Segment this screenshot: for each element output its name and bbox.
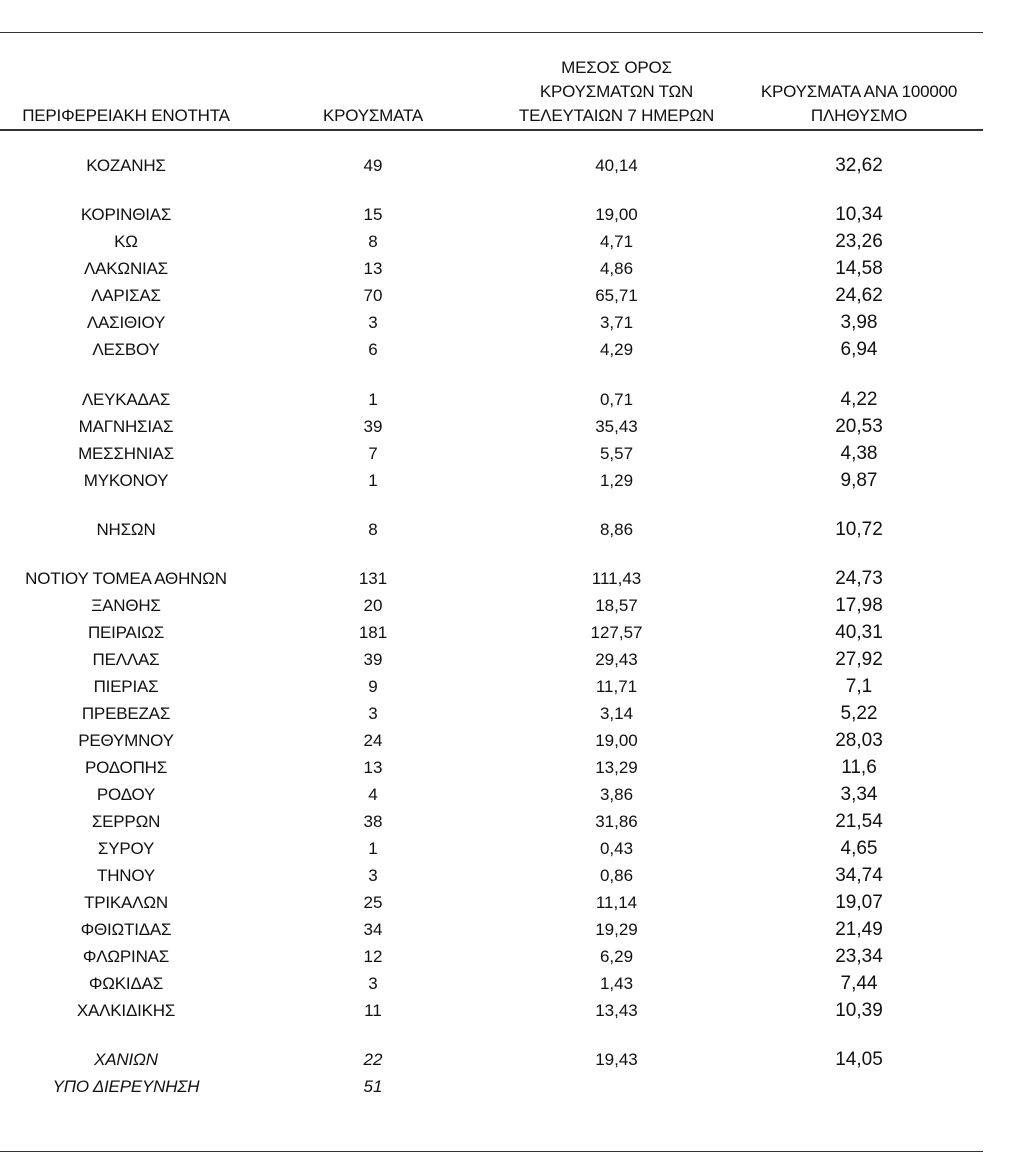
region-cell: ΡΕΘΥΜΝΟΥ <box>78 731 174 750</box>
region-cell: ΧΑΝΙΩΝ <box>94 1050 158 1069</box>
per100k-cell: 4,22 <box>840 389 878 410</box>
table-row <box>0 1048 983 1072</box>
table-row <box>0 837 983 861</box>
avg7-cell: 111,43 <box>591 569 642 588</box>
region-cell: ΣΕΡΡΩΝ <box>91 812 161 831</box>
avg7-cell: 11,71 <box>595 677 638 696</box>
cases-cell: 24 <box>363 731 383 750</box>
table-row <box>0 864 983 888</box>
per100k-cell: 10,34 <box>835 204 883 225</box>
table-row <box>0 999 983 1023</box>
region-cell: ΥΠΟ ΔΙΕΡΕΥΝΗΣΗ <box>52 1077 200 1096</box>
region-cell: ΠΡΕΒΕΖΑΣ <box>81 704 171 723</box>
table-row <box>0 469 983 493</box>
cases-cell: 3 <box>368 866 378 885</box>
per100k-cell: 21,49 <box>835 919 883 940</box>
avg7-cell: 40,14 <box>595 156 638 175</box>
table-row <box>0 756 983 780</box>
cases-cell: 3 <box>368 704 378 723</box>
region-cell: ΠΙΕΡΙΑΣ <box>93 677 159 696</box>
per100k-cell: 14,05 <box>835 1049 883 1070</box>
avg7-cell: 65,71 <box>595 286 638 305</box>
table-row <box>0 1075 983 1099</box>
avg7-cell: 1,43 <box>599 974 634 993</box>
header-cases: ΚΡΟΥΣΜΑΤΑ <box>322 106 424 125</box>
avg7-cell: 18,57 <box>595 596 638 615</box>
header-region: ΠΕΡΙΦΕΡΕΙΑΚΗ ΕΝΟΤΗΤΑ <box>22 106 230 125</box>
per100k-cell: 3,34 <box>840 784 878 805</box>
region-cell: ΛΑΡΙΣΑΣ <box>91 286 161 305</box>
region-cell: ΦΩΚΙΔΑΣ <box>88 974 164 993</box>
region-cell: ΜΑΓΝΗΣΙΑΣ <box>78 417 174 436</box>
per100k-cell: 4,65 <box>840 838 878 859</box>
avg7-cell: 11,14 <box>595 893 638 912</box>
cases-cell: 22 <box>363 1050 383 1069</box>
region-cell: ΧΑΛΚΙΔΙΚΗΣ <box>76 1001 176 1020</box>
cases-cell: 11 <box>364 1001 382 1020</box>
table-row <box>0 810 983 834</box>
cases-cell: 3 <box>368 974 378 993</box>
cases-cell: 1 <box>368 471 378 490</box>
table-row <box>0 203 983 227</box>
per100k-cell: 34,74 <box>835 865 883 886</box>
per100k-cell: 40,31 <box>835 622 883 643</box>
cases-cell: 8 <box>368 232 378 251</box>
per100k-cell: 3,98 <box>840 312 878 333</box>
table-row <box>0 972 983 996</box>
region-cell: ΤΡΙΚΑΛΩΝ <box>84 893 168 912</box>
region-cell: ΚΟΡΙΝΘΙΑΣ <box>80 205 172 224</box>
per100k-cell: 7,1 <box>845 676 873 697</box>
table-header <box>0 54 983 131</box>
region-cell: ΝΟΤΙΟΥ ΤΟΜΕΑ ΑΘΗΝΩΝ <box>25 569 227 588</box>
region-cell: ΠΕΛΛΑΣ <box>92 650 160 669</box>
region-cell: ΚΩ <box>114 232 138 251</box>
bottom-rule <box>0 1151 983 1152</box>
table-row <box>0 415 983 439</box>
avg7-cell: 8,86 <box>599 520 634 539</box>
avg7-cell: 19,00 <box>595 731 638 750</box>
cases-cell: 9 <box>368 677 378 696</box>
region-cell: ΛΕΣΒΟΥ <box>92 340 160 359</box>
table-row <box>0 257 983 281</box>
avg7-cell: 35,43 <box>595 417 638 436</box>
table-row <box>0 442 983 466</box>
per100k-cell: 23,26 <box>835 231 883 252</box>
table-row <box>0 648 983 672</box>
region-cell: ΦΛΩΡΙΝΑΣ <box>82 947 170 966</box>
per100k-cell: 7,44 <box>840 973 878 994</box>
per100k-cell: 14,58 <box>835 258 883 279</box>
avg7-cell: 31,86 <box>595 812 638 831</box>
avg7-cell: 6,29 <box>599 947 634 966</box>
header-7day-average: ΜΕΣΟΣ ΟΡΟΣ ΚΡΟΥΣΜΑΤΩΝ ΤΩΝ ΤΕΛΕΥΤΑΙΩΝ 7 ΗΜΕΡΩΝ <box>518 58 715 125</box>
cases-cell: 39 <box>363 650 383 669</box>
table-row <box>0 783 983 807</box>
cases-cell: 131 <box>358 569 388 588</box>
header-cases-per-100000: ΚΡΟΥΣΜΑΤΑ ΑΝΑ 100000 ΠΛΗΘΥΣΜΟ <box>760 82 958 125</box>
table-row <box>0 154 983 178</box>
region-cell: ΣΥΡΟΥ <box>97 839 155 858</box>
table-row <box>0 338 983 362</box>
region-cell: ΤΗΝΟΥ <box>97 866 155 885</box>
table-row <box>0 918 983 942</box>
table-row <box>0 675 983 699</box>
avg7-cell: 0,86 <box>599 866 634 885</box>
table-row <box>0 518 983 542</box>
cases-cell: 4 <box>368 785 378 804</box>
per100k-cell: 23,34 <box>835 946 883 967</box>
table-row <box>0 311 983 335</box>
avg7-cell: 13,43 <box>595 1001 638 1020</box>
per100k-cell: 27,92 <box>835 649 883 670</box>
avg7-cell: 127,57 <box>590 623 643 642</box>
avg7-cell: 5,57 <box>599 444 634 463</box>
table-row <box>0 388 983 412</box>
avg7-cell: 3,14 <box>599 704 634 723</box>
per100k-cell: 17,98 <box>835 595 883 616</box>
per100k-cell: 28,03 <box>835 730 883 751</box>
region-cell: ΛΕΥΚΑΔΑΣ <box>81 390 171 409</box>
avg7-cell: 13,29 <box>595 758 638 777</box>
avg7-cell: 19,43 <box>595 1050 638 1069</box>
cases-cell: 49 <box>363 156 383 175</box>
region-cell: ΡΟΔΟΠΗΣ <box>84 758 168 777</box>
region-cell: ΚΟΖΑΝΗΣ <box>86 156 166 175</box>
table-row <box>0 594 983 618</box>
cases-cell: 1 <box>368 390 378 409</box>
cases-cell: 51 <box>363 1077 383 1096</box>
per100k-cell: 21,54 <box>835 811 883 832</box>
cases-cell: 1 <box>368 839 378 858</box>
table-row <box>0 729 983 753</box>
avg7-cell: 19,00 <box>595 205 638 224</box>
cases-cell: 15 <box>363 205 383 224</box>
region-cell: ΦΘΙΩΤΙΔΑΣ <box>80 920 172 939</box>
cases-cell: 39 <box>363 417 383 436</box>
top-rule <box>0 32 983 33</box>
table-row <box>0 891 983 915</box>
per100k-cell: 19,07 <box>835 892 883 913</box>
cases-cell: 7 <box>368 444 378 463</box>
region-cell: ΠΕΙΡΑΙΩΣ <box>87 623 165 642</box>
table-row <box>0 621 983 645</box>
region-cell: ΜΥΚΟΝΟΥ <box>83 471 169 490</box>
avg7-cell: 29,43 <box>595 650 638 669</box>
per100k-cell: 5,22 <box>840 703 878 724</box>
region-cell: ΛΑΣΙΘΙΟΥ <box>86 313 166 332</box>
avg7-cell: 19,29 <box>595 920 638 939</box>
avg7-cell: 4,71 <box>599 232 634 251</box>
per100k-cell: 20,53 <box>835 416 883 437</box>
region-cell: ΝΗΣΩΝ <box>96 520 156 539</box>
table-row <box>0 230 983 254</box>
region-cell: ΛΑΚΩΝΙΑΣ <box>84 259 168 278</box>
per100k-cell: 6,94 <box>840 339 878 360</box>
table-row <box>0 284 983 308</box>
avg7-cell: 3,71 <box>599 313 634 332</box>
per100k-cell: 24,73 <box>835 568 883 589</box>
cases-cell: 20 <box>363 596 383 615</box>
per100k-cell: 11,6 <box>841 757 877 778</box>
per100k-cell: 9,87 <box>840 470 878 491</box>
region-cell: ΡΟΔΟΥ <box>96 785 156 804</box>
cases-cell: 70 <box>363 286 383 305</box>
table-row <box>0 702 983 726</box>
table-row <box>0 567 983 591</box>
cases-cell: 3 <box>368 313 378 332</box>
cases-cell: 25 <box>363 893 383 912</box>
cases-cell: 13 <box>363 758 383 777</box>
avg7-cell: 0,71 <box>599 390 634 409</box>
cases-cell: 8 <box>368 520 378 539</box>
per100k-cell: 10,72 <box>835 519 883 540</box>
per100k-cell: 10,39 <box>835 1000 883 1021</box>
per100k-cell: 4,38 <box>840 443 878 464</box>
avg7-cell: 3,86 <box>599 785 634 804</box>
cases-cell: 38 <box>363 812 383 831</box>
region-cell: ΜΕΣΣΗΝΙΑΣ <box>78 444 174 463</box>
per100k-cell: 32,62 <box>835 155 883 176</box>
table-row <box>0 945 983 969</box>
avg7-cell: 4,29 <box>599 340 634 359</box>
cases-cell: 12 <box>363 947 383 966</box>
avg7-cell: 1,29 <box>599 471 634 490</box>
cases-cell: 6 <box>368 340 378 359</box>
avg7-cell: 0,43 <box>599 839 634 858</box>
cases-cell: 34 <box>363 920 383 939</box>
cases-cell: 13 <box>363 259 383 278</box>
cases-cell: 181 <box>358 623 388 642</box>
avg7-cell: 4,86 <box>599 259 634 278</box>
per100k-cell: 24,62 <box>835 285 883 306</box>
region-cell: ΞΑΝΘΗΣ <box>91 596 161 615</box>
